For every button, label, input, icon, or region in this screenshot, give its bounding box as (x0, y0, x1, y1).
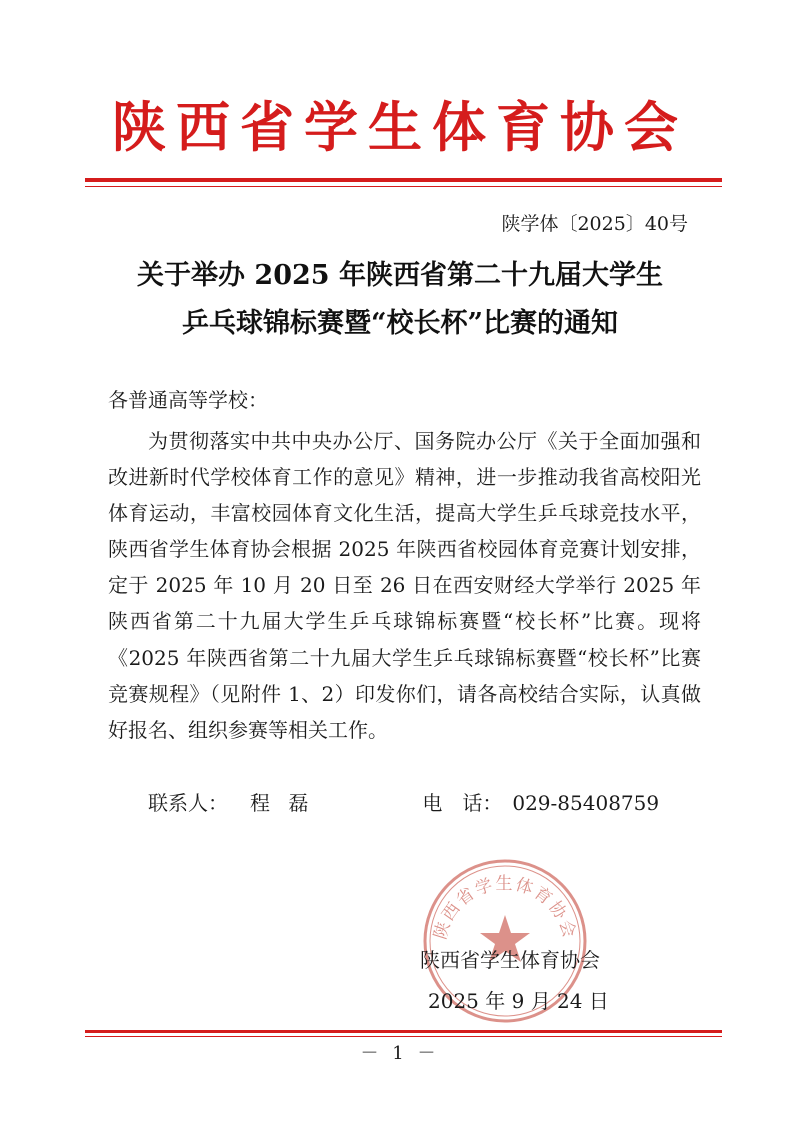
contact-phone-label: 电 话： (422, 791, 503, 815)
addressee: 各普通高等学校： (108, 388, 268, 412)
title-line-2: 乒乓球锦标赛暨“校长杯”比赛的通知 (181, 308, 619, 339)
signature-organization: 陕西省学生体育协会 (420, 948, 600, 972)
title-line-1: 关于举办 2025 年陕西省第二十九届大学生 (137, 260, 663, 291)
page-number: － 1 － (360, 1043, 440, 1064)
contact-phone-value: 029-85408759 (512, 791, 660, 815)
footer-divider-thick (85, 1030, 722, 1033)
signature-date: 2025 年 9 月 24 日 (428, 989, 609, 1013)
organization-header: 陕西省学生体育协会 (112, 95, 688, 159)
contact-person-name: 程 磊 (250, 791, 315, 815)
document-number: 陕学体〔2025〕40号 (501, 213, 688, 235)
body-paragraph: 为贯彻落实中共中央办公厅、国务院办公厅《关于全面加强和改进新时代学校体育工作的意见》精神，进一步推动我省高校阳光体育运动，丰富校园体育文化生活，提高大学生乒乓球竞技水平，陕西省学生体育协会根据 2025 年陕西省校园体育竞赛计划安排，定于 2025 年 10 月 20 日至 26 日在西安财经大学举行 2025 年陕西省第二十九届大学生乒乓球锦标赛暨“校长杯”比赛。现将《2025 年陕西省第二十九届大学生乒乓球锦标赛暨“校长杯”比赛竞赛规程》（见附件 1、2）印发你们，请各高校结合实际，认真做好报名、组织参赛等相关工作。 (108, 429, 701, 742)
header-divider-thin (85, 186, 722, 187)
seal-text-path: 陕西省学生体育协会 (430, 874, 580, 942)
header-divider-thick (85, 178, 722, 182)
contact-person-label: 联系人： (148, 791, 228, 815)
contact-line (148, 788, 659, 818)
footer-divider-thin (85, 1036, 722, 1037)
